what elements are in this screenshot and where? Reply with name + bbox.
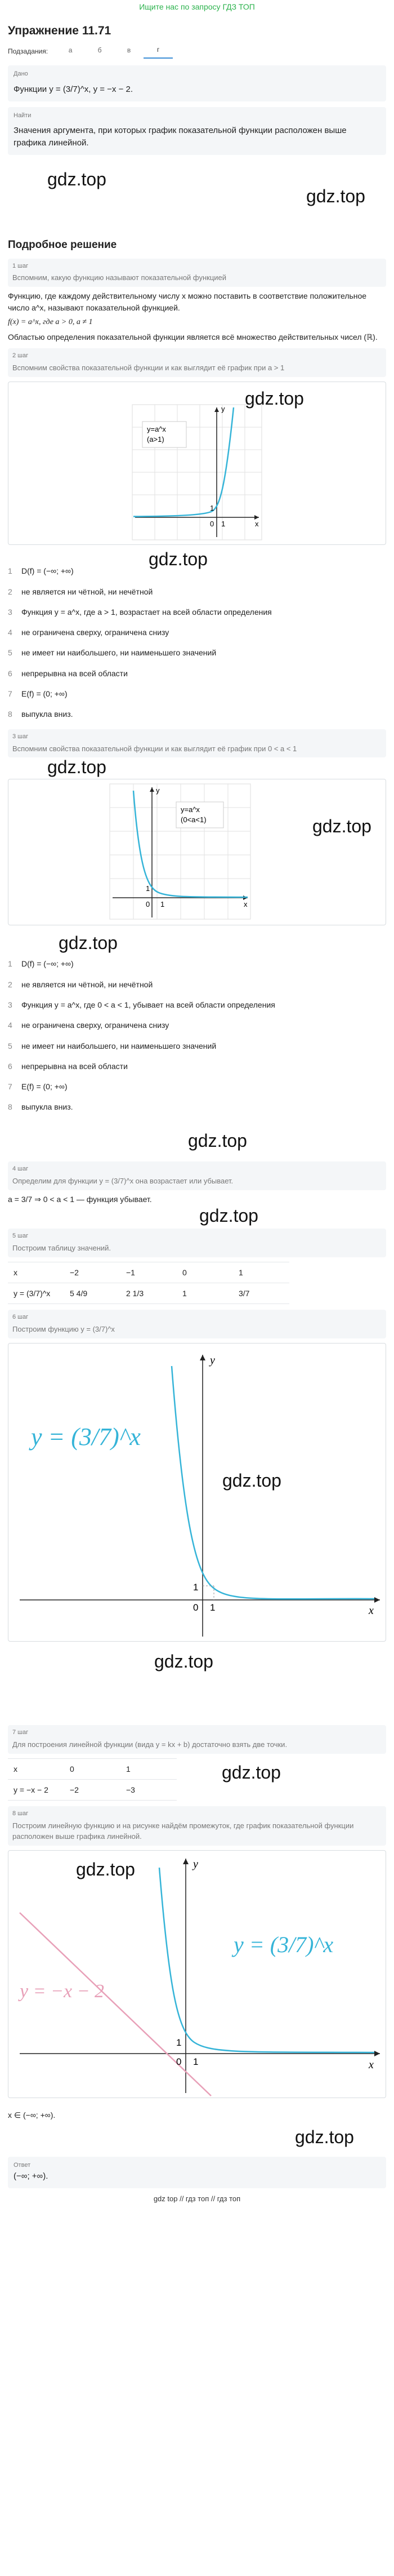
tab-a[interactable]: а xyxy=(68,46,73,55)
step-label: 5 шаг xyxy=(12,1232,29,1239)
step-5 xyxy=(8,1229,386,1304)
answer-label: Ответ xyxy=(14,2162,31,2169)
find-label: Найти xyxy=(14,112,32,119)
watermark: gdz.top xyxy=(199,1205,258,1226)
watermark: gdz.top xyxy=(222,1470,281,1491)
tab-v[interactable]: в xyxy=(127,46,131,55)
given-label: Дано xyxy=(14,70,28,77)
linear-line xyxy=(20,1913,211,2096)
watermark: gdz.top xyxy=(47,757,106,778)
watermark: gdz.top xyxy=(154,1651,213,1672)
watermark: gdz.top xyxy=(245,388,304,409)
graph-step6-frame xyxy=(8,1343,386,1642)
graph-step8-frame xyxy=(8,1850,386,2098)
property-item: 2 не является ни чётной, ни нечётной xyxy=(8,587,153,596)
property-item: 7 E(f) = (0; +∞) xyxy=(8,1082,68,1092)
property-item: 4 не ограничена сверху, ограничена снизу xyxy=(8,628,169,637)
y-axis-label: y xyxy=(156,786,160,795)
step-label: 7 шаг xyxy=(12,1729,29,1736)
step-intro: Построим таблицу значений. xyxy=(12,1243,111,1252)
step-1 xyxy=(8,259,386,343)
tick-one-y: 1 xyxy=(146,884,150,893)
step-3-properties xyxy=(8,958,386,1112)
table-row: y = (3/7)^x 5 4/9 2 1/3 1 3/7 xyxy=(8,1283,289,1303)
watermark: gdz.top xyxy=(306,185,365,206)
property-item: 1 D(f) = (−∞; +∞) xyxy=(8,959,74,969)
step-1-definition: Функцию, где каждому действительному числу x можно поставить в соответствие положительное число a^x, называют показательной функцией. xyxy=(8,291,367,312)
step-intro: Определим для функции y = (3/7)^x она возрастает или убывает. xyxy=(12,1176,234,1185)
watermark: gdz.top xyxy=(149,549,208,570)
given-text: Функции y = (3/7)^x, y = −x − 2. xyxy=(14,84,133,94)
graph-decay xyxy=(8,779,386,925)
footer: gdz top // гдз топ // гдз топ xyxy=(153,2194,241,2203)
answer-text: (−∞; +∞). xyxy=(14,2171,48,2182)
step-label: 6 шаг xyxy=(12,1314,29,1321)
graph-sublabel: (0<a<1) xyxy=(181,815,207,824)
page-title: Упражнение 11.71 xyxy=(8,24,111,37)
origin-label: 0 xyxy=(146,900,150,909)
graph-label: y=a^x xyxy=(181,805,200,814)
tab-g[interactable]: г xyxy=(144,45,173,58)
step-3 xyxy=(8,729,386,1156)
given-card xyxy=(8,65,386,101)
property-item: 8 выпукла вниз. xyxy=(8,1102,73,1112)
property-item: 4 не ограничена сверху, ограничена снизу xyxy=(8,1021,169,1030)
step-4 xyxy=(8,1161,386,1226)
y-axis-label: y xyxy=(193,1858,198,1871)
watermark-area-1 xyxy=(8,161,386,228)
solution-title: Подробное решение xyxy=(8,238,117,251)
y-axis-label: y xyxy=(221,405,225,414)
step-label: 2 шаг xyxy=(12,352,29,360)
watermark: gdz.top xyxy=(47,169,106,189)
graph-growth xyxy=(8,382,386,544)
step-8-box xyxy=(8,1806,386,1846)
tick-one-y: 1 xyxy=(193,1582,199,1593)
find-text: Значения аргумента, при которых график показательной функции расположен выше графика линейной. xyxy=(14,126,347,148)
x-axis-label: x xyxy=(255,520,259,529)
step-intro: Для построения линейной функции (вида y = kx + b) достаточно взять две точки. xyxy=(12,1740,288,1749)
step-4-box xyxy=(8,1161,386,1190)
table-row: x −2 −1 0 1 xyxy=(8,1262,289,1283)
step-4-conclusion: a = 3/7 ⇒ 0 < a < 1 — функция убывает. xyxy=(8,1194,152,1204)
step-label: 8 шаг xyxy=(12,1810,29,1817)
step-intro: Построим функцию y = (3/7)^x xyxy=(12,1325,115,1334)
origin-label: 0 xyxy=(193,1602,199,1613)
property-item: 2 не является ни чётной, ни нечётной xyxy=(8,979,153,989)
tick-one-y: 1 xyxy=(176,2037,182,2049)
tick-one-x: 1 xyxy=(160,900,165,909)
values-table-linear xyxy=(8,1758,177,1801)
search-promo-link[interactable]: Ищите нас по запросу ГДЗ ТОП xyxy=(139,2,255,11)
step-label: 1 шаг xyxy=(12,262,29,269)
watermark: gdz.top xyxy=(76,1859,135,1880)
origin-label: 0 xyxy=(176,2056,182,2068)
tab-b[interactable]: б xyxy=(97,46,102,55)
property-item: 5 не имеет ни наибольшего, ни наименьшего значений xyxy=(8,1041,217,1050)
step-5-box xyxy=(8,1229,386,1257)
property-item: 6 непрерывна на всей области xyxy=(8,668,128,678)
tick-one-x: 1 xyxy=(210,1602,216,1613)
step-label: 3 шаг xyxy=(12,733,29,740)
watermark: gdz.top xyxy=(188,1130,247,1151)
step-2 xyxy=(8,348,386,720)
graph-growth-frame xyxy=(8,382,386,545)
table-row: x 0 1 xyxy=(8,1758,177,1779)
step-1-formula: f(x) = a^x, где a > 0, a ≠ 1 xyxy=(8,317,93,326)
step-7-box xyxy=(8,1725,386,1754)
table-row: y = −x − 2 −2 −3 xyxy=(8,1780,177,1801)
origin-label: 0 xyxy=(210,520,214,529)
x-axis-label: x xyxy=(369,2059,374,2072)
subtask-tabs-label: Подзадания: xyxy=(8,47,48,56)
step-6-box xyxy=(8,1310,386,1338)
property-item: 7 E(f) = (0; +∞) xyxy=(8,689,68,699)
tick-one-x: 1 xyxy=(221,520,226,529)
step-6 xyxy=(8,1310,386,1691)
property-item: 8 выпукла вниз. xyxy=(8,710,73,719)
y-axis-label: y xyxy=(210,1354,215,1367)
step-2-box xyxy=(8,348,386,377)
exp-curve-step8 xyxy=(159,1868,374,2052)
watermark: gdz.top xyxy=(59,933,118,954)
watermark: gdz.top xyxy=(295,2127,354,2148)
watermark: gdz.top xyxy=(312,816,371,837)
property-item: 6 непрерывна на всей области xyxy=(8,1061,128,1071)
graph-decay-frame xyxy=(8,779,386,925)
x-axis-label: x xyxy=(244,900,248,909)
find-card xyxy=(8,107,386,155)
step-1-box xyxy=(8,259,386,287)
values-table-exp xyxy=(8,1262,289,1305)
graph-label: y=a^x xyxy=(147,425,166,434)
graph-step8 xyxy=(8,1851,386,2098)
tick-one-x: 1 xyxy=(193,2056,199,2068)
step-1-domain: Областью определения показательной функции является всё множество действительных чисел (ℝ). xyxy=(8,332,378,342)
subtask-tabs xyxy=(8,45,386,58)
watermark: gdz.top xyxy=(222,1762,281,1783)
step-8-result: x ∈ (−∞; +∞). xyxy=(8,2111,56,2120)
step-label: 4 шаг xyxy=(12,1165,29,1172)
linear-line-label: y = −x − 2 xyxy=(20,1981,105,2002)
property-item: 5 не имеет ни наибольшего, ни наименьшего значений xyxy=(8,648,217,658)
step-8 xyxy=(8,1806,386,2147)
graph-step6 xyxy=(8,1344,386,1641)
property-item: 1 D(f) = (−∞; +∞) xyxy=(8,566,74,576)
step-intro: Вспомним, какую функцию называют показательной функцией xyxy=(12,273,227,282)
step-intro: Построим линейную функцию и на рисунке найдём промежуток, где график показательной функции расположен выше графика линейной. xyxy=(12,1821,354,1841)
step-intro: Вспомним свойства показательной функции и как выглядит её график при 0 < a < 1 xyxy=(12,744,297,753)
step-3-box xyxy=(8,729,386,758)
x-axis-label: x xyxy=(369,1604,374,1617)
tick-one-y: 1 xyxy=(210,504,214,513)
step-2-properties xyxy=(8,565,386,720)
property-item: 3 Функция y = a^x, где 0 < a < 1, убывает на всей области определения xyxy=(8,1000,275,1009)
graph-sublabel: (a>1) xyxy=(147,435,164,444)
answer-card xyxy=(8,2157,386,2188)
curve-label: y = (3/7)^x xyxy=(31,1423,141,1451)
step-7 xyxy=(8,1725,386,1801)
property-item: 3 Функция y = a^x, где a > 1, возрастает на всей области определения xyxy=(8,607,272,617)
step-intro: Вспомним свойства показательной функции и как выглядит её график при a > 1 xyxy=(12,363,285,373)
top-bar xyxy=(8,0,386,17)
exp-curve-label: y = (3/7)^x xyxy=(234,1932,334,1958)
